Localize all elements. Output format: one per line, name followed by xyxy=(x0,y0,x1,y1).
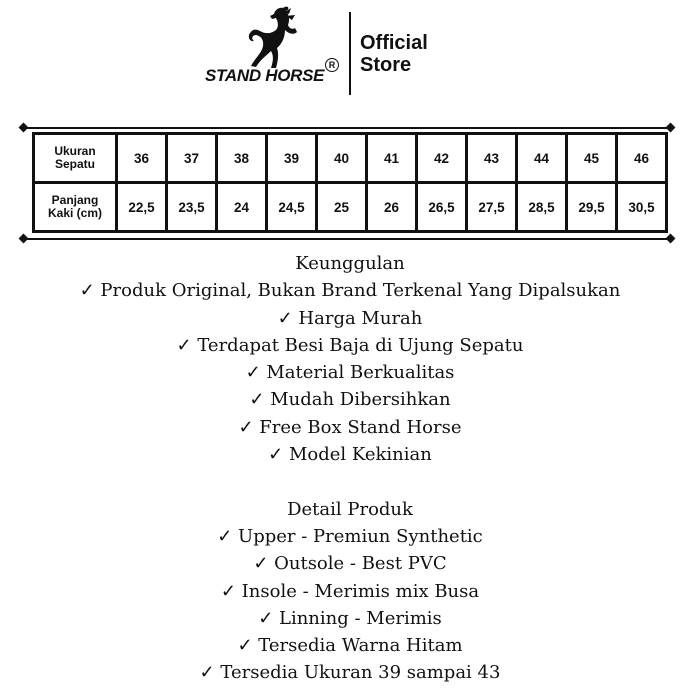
advantage-item: ✓ Free Box Stand Horse xyxy=(238,416,462,438)
rule-diamond xyxy=(666,123,676,133)
product-description xyxy=(0,250,700,687)
rearing-horse-icon xyxy=(245,4,305,70)
advantage-item: ✓ Terdapat Besi Baja di Ujung Sepatu xyxy=(176,334,524,356)
size-cell: 41 xyxy=(367,134,417,183)
detail-item: ✓ Tersedia Ukuran 39 sampai 43 xyxy=(199,662,501,684)
details-title: Detail Produk xyxy=(287,498,413,520)
size-header-line-2: Sepatu xyxy=(54,157,95,171)
header-divider xyxy=(349,12,351,95)
length-cell: 22,5 xyxy=(117,183,167,232)
size-cell: 43 xyxy=(467,134,517,183)
size-cell: 38 xyxy=(217,134,267,183)
length-cell: 29,5 xyxy=(567,183,617,232)
size-cell: 39 xyxy=(267,134,317,183)
detail-item: ✓ Tersedia Warna Hitam xyxy=(237,635,463,657)
length-cell: 23,5 xyxy=(167,183,217,232)
advantage-item: ✓ Model Kekinian xyxy=(268,444,432,466)
length-cell: 28,5 xyxy=(517,183,567,232)
size-cell: 37 xyxy=(167,134,217,183)
detail-item: ✓ Insole - Merimis mix Busa xyxy=(220,580,480,602)
rule-diamond xyxy=(666,234,676,244)
store-header xyxy=(0,0,700,100)
section-spacer xyxy=(0,468,700,495)
advantages-title: Keunggulan xyxy=(295,253,405,274)
brand-name: STAND HORSE xyxy=(205,66,325,85)
length-cell: 27,5 xyxy=(467,183,517,232)
rule-diamond xyxy=(19,123,29,133)
length-cell: 24,5 xyxy=(267,183,317,232)
size-cell: 42 xyxy=(417,134,467,183)
size-cell: 45 xyxy=(567,134,617,183)
advantage-item: ✓ Produk Original, Bukan Brand Terkenal Yang Dipalsukan xyxy=(79,280,621,302)
size-cell: 46 xyxy=(617,134,667,183)
detail-item: ✓ Linning - Merimis xyxy=(258,607,442,629)
advantage-item: ✓ Harga Murah xyxy=(277,307,423,329)
length-cell: 26 xyxy=(367,183,417,232)
size-header-line-1: Ukuran xyxy=(54,144,96,158)
length-header-line-1: Panjang xyxy=(51,193,99,207)
size-chart-table xyxy=(32,132,668,233)
store-line-2: Store xyxy=(360,54,412,76)
length-row-header xyxy=(34,183,117,232)
length-row xyxy=(34,183,667,232)
store-line-1: Official xyxy=(360,32,428,54)
length-header-line-2: Kaki (cm) xyxy=(47,206,103,220)
length-cell: 26,5 xyxy=(417,183,467,232)
advantage-item: ✓ Mudah Dibersihkan xyxy=(249,389,451,411)
detail-item: ✓ Upper - Premiun Synthetic xyxy=(217,525,483,547)
advantage-item: ✓ Material Berkualitas xyxy=(245,362,455,384)
size-cell: 36 xyxy=(117,134,167,183)
official-store-label xyxy=(360,32,428,76)
registered-mark: R xyxy=(325,58,339,72)
length-cell: 24 xyxy=(217,183,267,232)
size-cell: 40 xyxy=(317,134,367,183)
size-row xyxy=(34,134,667,183)
rule-diamond xyxy=(19,234,29,244)
table-top-rule xyxy=(24,127,670,129)
table-bottom-rule xyxy=(24,238,670,240)
length-cell: 25 xyxy=(317,183,367,232)
length-cell: 30,5 xyxy=(617,183,667,232)
size-row-header xyxy=(34,134,117,183)
size-cell: 44 xyxy=(517,134,567,183)
detail-item: ✓ Outsole - Best PVC xyxy=(253,553,447,575)
